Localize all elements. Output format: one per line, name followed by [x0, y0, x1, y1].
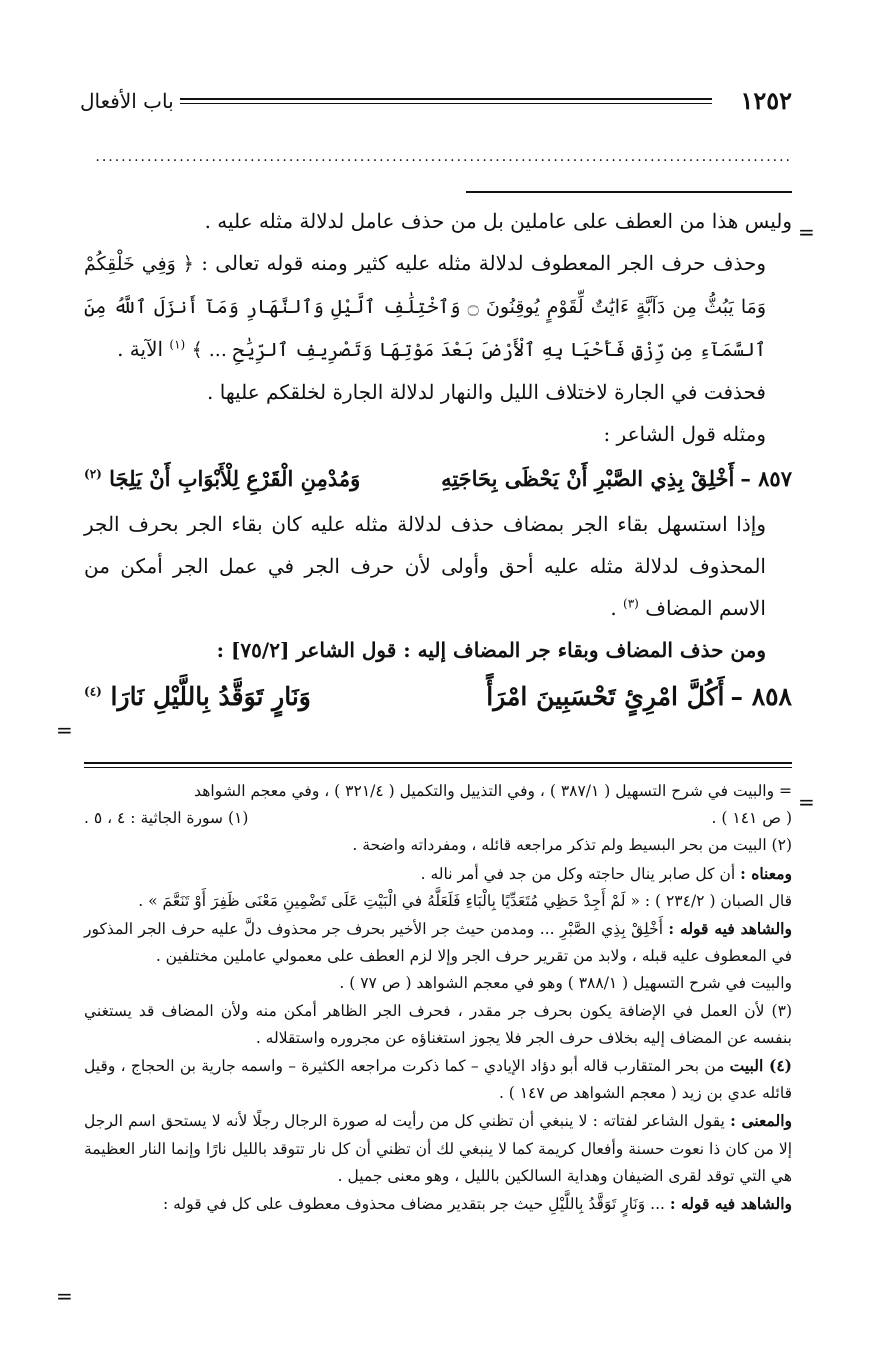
footnote-rule — [84, 762, 792, 764]
paragraph-3-text: فحذفت في الجارة لاختلاف الليل والنهار لدلالة الجارة لخلقكم عليها . — [207, 380, 766, 404]
chapter-title: باب الأفعال — [80, 89, 174, 113]
continued-from-mark: = — [798, 220, 815, 244]
verse-858-hemistich-1: أَكُلَّ امْرِئٍ تَحْسَبِينَ امْرَأً — [486, 682, 725, 711]
verse-857-hemistich-2: وَمُدْمِنِ الْقَرْعِ لِلْأَبْوَابِ أَنْ يَلِجَا — [109, 466, 361, 491]
continued-mark-footnote: = — [56, 1284, 73, 1308]
footnote-continued — [84, 778, 792, 805]
footnote-3-text: (٣) لأن العمل في الإضافة يكون بحرف جر مقدر ، فحرف الجر الظاهر أمكن منه ولأن المضاف قد يستغني بنفسه عن المضاف إليه بخلاف حرف الجر فلا يجوز استغناؤه عن مجروره واستقلاله . — [84, 1001, 792, 1047]
paragraph-2-end: الآية . — [117, 337, 164, 361]
footnote-4-a-label: (٤) البيت — [729, 1056, 792, 1076]
verse-857-hemistich-1: أَخْلِقْ بِذِي الصَّبْرِ أَنْ يَحْظَى بِحَاجَتِهِ — [441, 466, 735, 491]
main-text — [84, 200, 792, 723]
footnote-2-d-label: والشاهد فيه قوله : — [668, 919, 792, 939]
footnote-4-c-label: والشاهد فيه قوله : — [669, 1194, 792, 1214]
dotted-separator: ............................................................................................................ — [95, 150, 792, 164]
footnote-continued-text: = والبيت في شرح التسهيل ( ٣٨٧/١ ) ، وفي التذييل والتكميل ( ٣٢١/٤ ) ، وفي معجم الشواهد — [194, 782, 792, 800]
verse-857-second — [84, 455, 360, 503]
footnotes — [84, 778, 792, 1218]
footnote-4-b-text: يقول الشاعر لفتاته : لا ينبغي أن تظني كل من رأيت له صورة الرجال رجلًا لأنه لا يستحق اسم الرجل إلا من كان ذا نعوت حسنة وأفعال كريمة كما لا ينبغي لك أن تظني أن كل نار تتوقد بالليل نارًا وإنما النار العظيمة هي التي توقد لقرى الضيفان وهداية السالكين بالليل ، وهو معنى جميل . — [84, 1112, 792, 1185]
footnote-2-e-text: والبيت في شرح التسهيل ( ٣٨٨/١ ) وهو في معجم الشواهد ( ص ٧٧ ) . — [339, 974, 792, 993]
page-number: ١٢٥٢ — [740, 86, 792, 115]
header-rule — [180, 98, 712, 100]
footnote-continued-end: ( ص ١٤١ ) . — [711, 809, 792, 828]
footnote-3 — [84, 998, 792, 1052]
footnote-2-a — [84, 832, 792, 859]
paragraph-6 — [84, 629, 792, 671]
paragraph-4 — [84, 413, 792, 455]
continued-mark-footnote-start: = — [798, 790, 815, 814]
verse-857 — [84, 455, 792, 503]
footnote-2-b-text: أن كل صابر ينال حاجته وكل من جد في أمر ناله . — [420, 864, 736, 883]
footnote-ref-4: (٤) — [84, 684, 102, 699]
verse-858-second — [84, 671, 311, 723]
paragraph-2 — [84, 242, 792, 371]
verse-858-hemistich-2: وَنَارٍ تَوَقَّدُ بِاللَّيْلِ نَارَا — [110, 682, 311, 711]
verse-858-first — [486, 671, 792, 723]
page-header — [80, 86, 792, 116]
footnote-4-c — [84, 1190, 792, 1218]
verse-858-number: ٨٥٨ – — [730, 682, 792, 711]
paragraph-5 — [84, 503, 792, 629]
footnote-4-c-text: ... وَنَارٍ تَوَقَّدُ بِاللَّيْلِ حيث جر بتقدير مضاف محذوف معطوف على كل في قوله : — [163, 1195, 665, 1214]
paragraph-1 — [84, 200, 792, 242]
paragraph-6-text: ومن حذف المضاف وبقاء جر المضاف إليه : قول الشاعر [٧٥/٢] : — [216, 638, 766, 662]
footnote-1: (١) سورة الجاثية : ٤ ، ٥ . — [84, 809, 249, 828]
verse-857-first — [441, 455, 792, 503]
footnote-rule-thin — [84, 767, 792, 768]
paragraph-2-text: وحذف حرف الجر المعطوف لدلالة مثله عليه كثير ومنه قوله تعالى : — [201, 251, 766, 275]
footnote-4-a — [84, 1052, 792, 1107]
paragraph-4-text: ومثله قول الشاعر : — [603, 422, 766, 446]
footnote-ref-3: (٣) — [623, 596, 639, 611]
footnote-2-e — [84, 970, 792, 997]
footnote-2-d-text: أَخْلِقْ بِذِي الصَّبْرِ ... ومدمن حيث جر الأخير بحرف جر محذوف دلَّ عليه حرف الجر المذكور في المعطوف عليه قبله ، ولابد من تقرير حرف الجر وإلا لزم العطف على معمولي عاملين مختلفين . — [84, 920, 792, 966]
continuation-rule — [466, 191, 792, 193]
verse-857-number: ٨٥٧ – — [740, 466, 792, 491]
footnote-2-b — [84, 860, 792, 888]
footnote-4-b — [84, 1107, 792, 1190]
continued-mark-verse: = — [56, 718, 73, 742]
footnote-row — [84, 805, 792, 832]
verse-858 — [84, 671, 792, 723]
footnote-ref-1: (١) — [169, 337, 186, 352]
header-rule-thin — [180, 103, 712, 104]
footnote-4-a-text: من بحر المتقارب قاله أبو دؤاد الإيادي – كما ذكرت مراجعه الكثيرة – واسمه جارية بن الحجاج ، وقيل قائله عدي بن زيد ( معجم الشواهد ص ١٤٧ ) . — [84, 1057, 792, 1103]
footnote-2-b-label: ومعناه : — [740, 863, 792, 883]
paragraph-5-text: وإذا استسهل بقاء الجر بمضاف حذف لدلالة مثله عليه كان بقاء الجر بحرف الجر المحذوف لدلالة مثله عليه أحق وأولى لأن حرف الجر في عمل الجر أمكن من الاسم المضاف — [84, 512, 766, 620]
quran-quote: ﴿ وَفِي خَلْقِكُمْ وَمَا يَبُثُّ مِن دَآبَّةٍ ءَايَٰتٌ لِّقَوْمٍ يُوقِنُونَ ۝ وَٱخْتِلَٰفِ ٱلَّيْلِ وَٱلنَّهَارِ وَمَآ أَنزَلَ ٱللَّهُ مِنَ ٱلسَّمَآءِ مِن رِّزْقٍ فَأَحْيَا بِهِ ٱلْأَرْضَ بَعْدَ مَوْتِهَا وَتَصْرِيفِ ٱلرِّيَٰحِ ... ﴾ — [84, 253, 766, 361]
footnote-2-c-text: قال الصبان ( ٢٣٤/٢ ) : « لَمْ أَجِدْ حَظِي مُتَعَدِّيًا بِالْبَاءِ فَلَعَلَّهُ في الْبَيْتِ عَلَى تَضْمِينِ مَعْنَى ظَفِرَ أَوْ تَنَعَّمَ » . — [138, 891, 792, 910]
footnote-2-a-text: (٢) البيت من بحر البسيط ولم تذكر مراجعه قائله ، ومفرداته واضحة . — [352, 836, 792, 855]
footnote-2-c — [84, 888, 792, 915]
footnote-4-b-label: والمعنى : — [730, 1111, 792, 1131]
footnote-2-d — [84, 915, 792, 970]
footnote-ref-2: (٢) — [84, 467, 102, 481]
paragraph-1-text: وليس هذا من العطف على عاملين بل من حذف عامل لدلالة مثله عليه . — [204, 209, 792, 233]
paragraph-5-end: . — [610, 596, 617, 620]
paragraph-3 — [84, 371, 792, 413]
